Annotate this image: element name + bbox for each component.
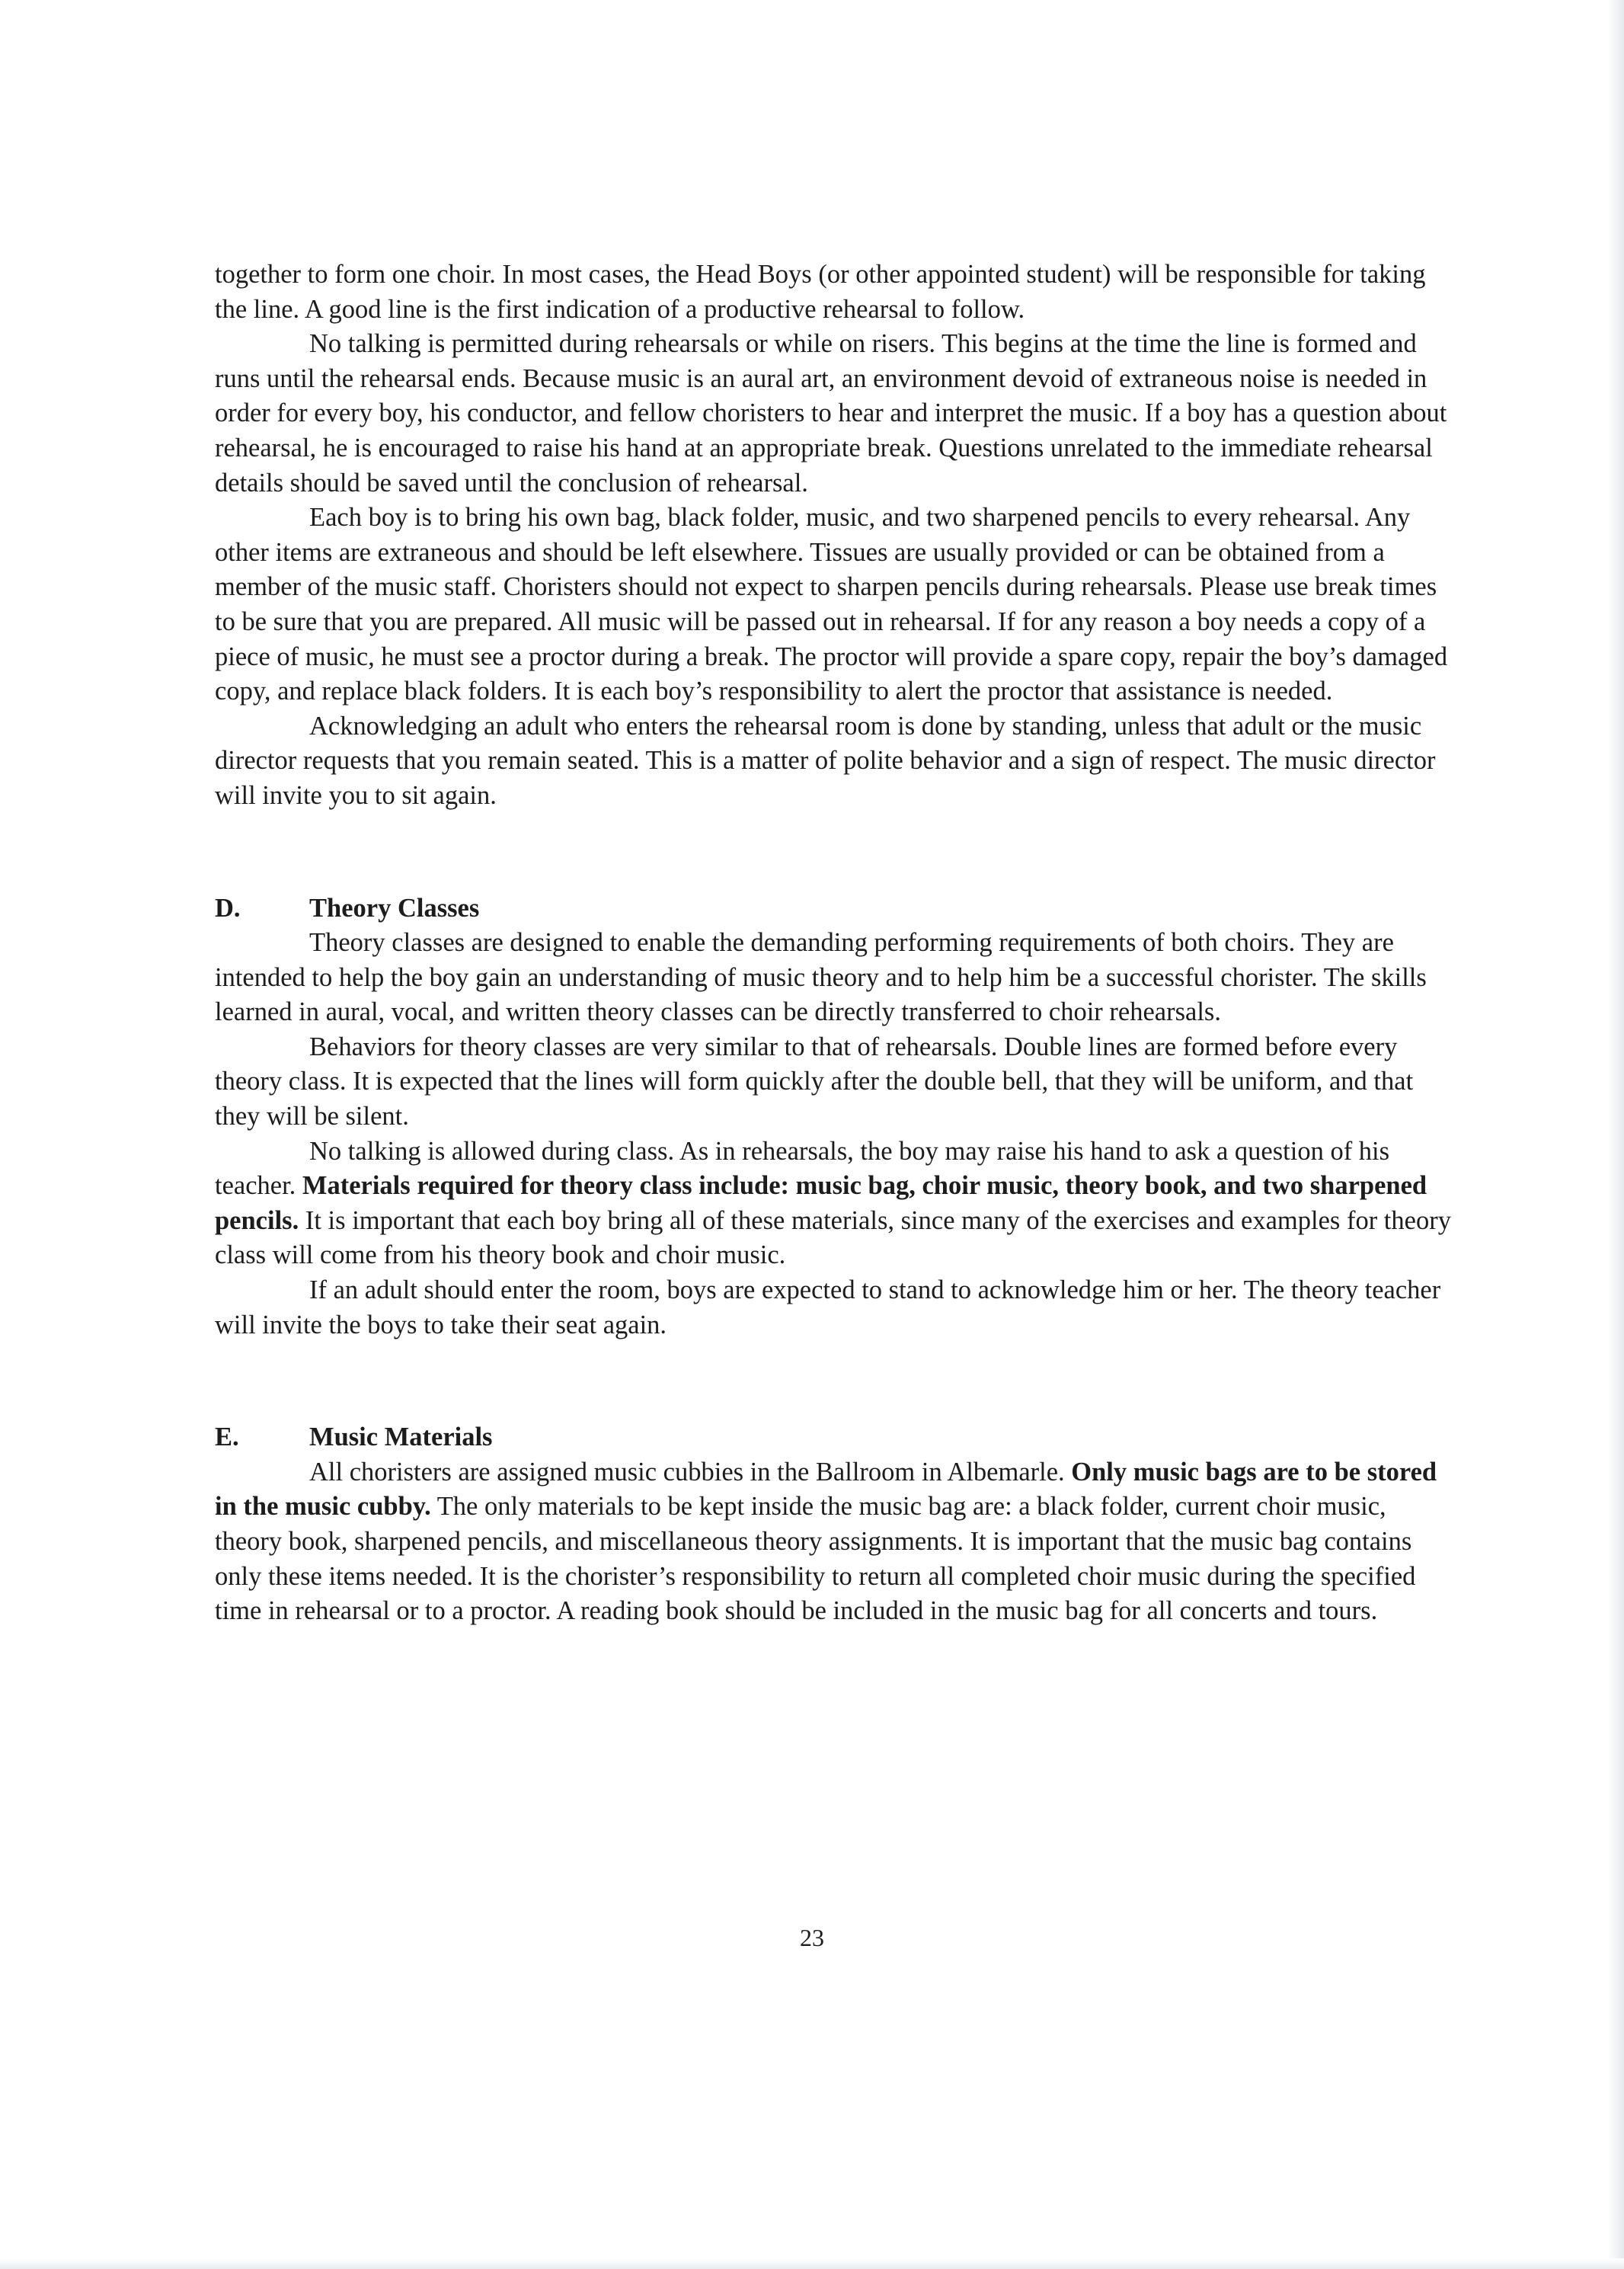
paragraph-text: The only materials to be kept inside the music bag are: a black folder, current choir music, theory book, sharpened pencils, and miscellaneous theory assignments. It is important that the music bag contains only these items needed. It is the chorister’s responsibility to return all completed choir music during the specified time in rehearsal or to a proctor. A reading book should be included in the music bag for all concerts and tours. xyxy=(215,1492,1416,1626)
paragraph xyxy=(215,1455,1458,1629)
bold-text: Materials required for theory class include: music bag, choir music, theory book, and two sharpened pencils. xyxy=(215,1171,1427,1235)
paragraph: together to form one choir. In most cases, the Head Boys (or other appointed student) will be responsible for taking the line. A good line is the first indication of a productive rehearsal to follow. xyxy=(215,260,1426,324)
paragraph: No talking is permitted during rehearsals or while on risers. This begins at the time the line is formed and runs until the rehearsal ends. Because music is an aural art, an environment devoid of extraneous noise is needed in order for every boy, his conductor, and fellow choristers to hear and interpret the music. If a boy has a question about rehearsal, he is encouraged to raise his hand at an appropriate break. Questions unrelated to the immediate rehearsal details should be saved until the conclusion of rehearsal. xyxy=(215,329,1447,498)
section-letter: D. xyxy=(215,893,241,923)
paragraph-text: It is important that each boy bring all of these materials, since many of the exercises and examples for theory class will come from his theory book and choir music. xyxy=(215,1205,1451,1270)
page-body xyxy=(215,258,1458,1629)
paragraph: If an adult should enter the room, boys are expected to stand to acknowledge him or her. The theory teacher will invite the boys to take their seat again. xyxy=(215,1275,1441,1339)
section-heading-e xyxy=(215,1420,1458,1455)
paragraph: Theory classes are designed to enable the demanding performing requirements of both choirs. They are intended to help the boy gain an understanding of music theory and to help him be a successful chorister. The skills learned in aural, vocal, and written theory classes can be directly transferred to choir rehearsals. xyxy=(215,928,1427,1027)
paragraph: Each boy is to bring his own bag, black folder, music, and two sharpened pencils to every rehearsal. Any other items are extraneous and should be left elsewhere. Tissues are usually provided or can be obtained from a member of the music staff. Choristers should not expect to sharpen pencils during rehearsals. Please use break times to be sure that you are prepared. All music will be passed out in rehearsal. If for any reason a boy needs a copy of a piece of music, he must see a proctor during a break. The proctor will provide a spare copy, repair the boy’s damaged copy, and replace black folders. It is each boy’s responsibility to alert the proctor that assistance is needed. xyxy=(215,503,1448,706)
scan-edge xyxy=(1607,0,1624,2269)
section-letter: E. xyxy=(215,1423,239,1452)
page-number: 23 xyxy=(800,1924,824,1951)
paragraph xyxy=(215,1134,1458,1273)
section-heading-d xyxy=(215,891,1458,926)
section-title: Music Materials xyxy=(309,1423,493,1452)
paragraph: Acknowledging an adult who enters the rehearsal room is done by standing, unless that adult or the music director requests that you remain seated. This is a matter of polite behavior and a sign of respect. The music director will invite you to sit again. xyxy=(215,711,1436,810)
bold-text: Only music bags are to be stored in the music cubby. xyxy=(215,1457,1437,1522)
paragraph: Behaviors for theory classes are very similar to that of rehearsals. Double lines are formed before every theory class. It is expected that the lines will form quickly after the double bell, that they will be uniform, and that they will be silent. xyxy=(215,1032,1414,1131)
scan-edge xyxy=(0,2258,1624,2269)
section-title: Theory Classes xyxy=(309,893,480,923)
paragraph-text: All choristers are assigned music cubbies in the Ballroom in Albemarle. xyxy=(309,1457,1072,1487)
paragraph-text: No talking is allowed during class. As in rehearsals, the boy may raise his hand to ask a question of his teacher. xyxy=(215,1136,1390,1201)
